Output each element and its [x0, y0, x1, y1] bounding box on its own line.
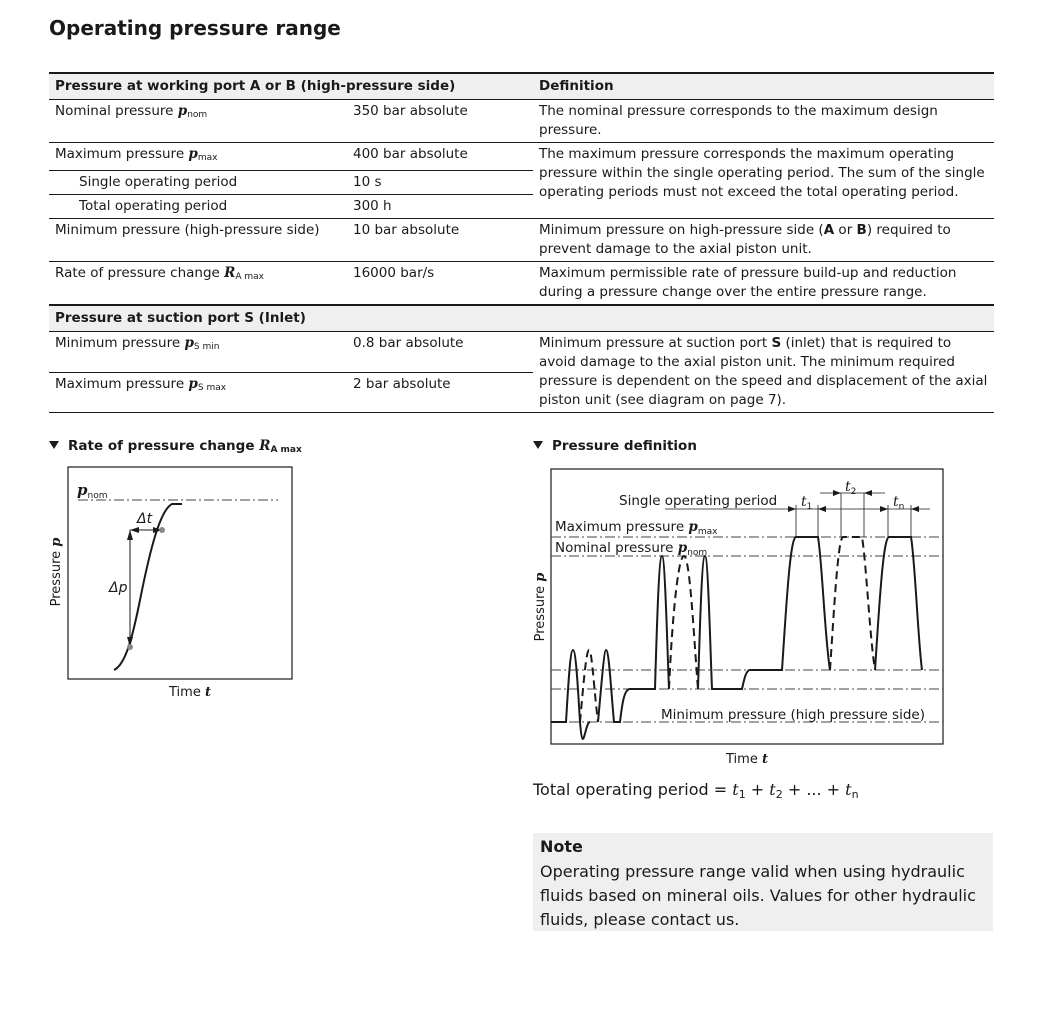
fig1-ylabel: Pressure p — [49, 537, 64, 607]
note-title: Note — [540, 837, 583, 856]
row-value: 300 h — [347, 195, 533, 219]
row-label: Minimum pressure (high-pressure side) — [49, 219, 347, 262]
row-value: 350 bar absolute — [347, 100, 533, 143]
fig2-xlabel: Time t — [726, 752, 768, 767]
row-label: Maximum pressure $p_{S max}$ — [49, 372, 347, 413]
row-value: 10 s — [347, 171, 533, 195]
triangle-bullet-icon — [533, 441, 543, 449]
fig2-t1-label: $t_1$ — [801, 494, 813, 512]
row-value: 16000 bar/s — [353, 265, 435, 281]
note-body: Operating pressure range valid when using hydraulic fluids based on mineral oils. Values for other hydraulic fluids, please contact us. — [540, 862, 976, 929]
row-definition: Maximum permissible rate of pressure build-up and reduction during a pressure change over the entire pressure range. — [539, 265, 957, 300]
row-definition: Minimum pressure on high-pressure side (A or B) required to prevent damage to the axial piston unit. — [533, 219, 994, 262]
note-box — [533, 833, 993, 931]
row-definition: Minimum pressure at suction port S (inlet) that is required to avoid damage to the axial piston unit. The minimum required pressure is dependent on the speed and displacement of the axial piston unit (see diagram on page 7). — [533, 332, 994, 413]
row-definition: The maximum pressure corresponds the maximum operating pressure within the single operating period. The sum of the single operating periods must not exceed the total operating period. — [533, 143, 994, 219]
fig2-tn-label: $t_n$ — [893, 494, 905, 512]
row-label: Rate of pressure change $R_{A max}$ — [55, 265, 265, 282]
fig2-single-label: Single operating period — [619, 493, 778, 509]
header-suction-port: Pressure at suction port S (Inlet) — [49, 305, 994, 332]
fig1-caption: Rate of pressure change $R_{A max}$ — [49, 438, 302, 455]
fig2-caption: Pressure definition — [533, 438, 697, 454]
fig1-dp-label: Δp — [109, 580, 128, 596]
header-working-port: Pressure at working port A or B (high-pressure side) — [49, 73, 533, 100]
row-value: 0.8 bar absolute — [347, 332, 533, 373]
fig1-xlabel: Time t — [169, 685, 211, 700]
header-definition: Definition — [533, 73, 994, 100]
row-value: 10 bar absolute — [347, 219, 533, 262]
fig1-point-bottom — [127, 644, 133, 650]
row-label: Maximum pressure $p_{max}$ — [49, 143, 347, 171]
fig2-pmax-label: Maximum pressure $p_{max}$ — [555, 519, 718, 537]
row-label: Nominal pressure $p_{nom}$ — [49, 100, 347, 143]
fig1-pnom-label: $p_{nom}$ — [77, 481, 108, 501]
page-title: Operating pressure range — [49, 16, 341, 40]
row-value: 400 bar absolute — [347, 143, 533, 171]
row-definition: The nominal pressure corresponds to the maximum design pressure. — [533, 100, 994, 143]
row-label: Minimum pressure $p_{S min}$ — [49, 332, 347, 373]
fig2-t2-label: $t_2$ — [845, 479, 857, 497]
fig2-ylabel: Pressure p — [533, 572, 548, 642]
fig1-dt-label: Δt — [137, 511, 153, 527]
fig2-pnom-label: Nominal pressure $p_{nom}$ — [555, 540, 708, 558]
fig1-point-top — [159, 527, 165, 533]
total-operating-period-formula: Total operating period = t1 + t2 + ... + tn — [533, 780, 859, 801]
row-label: Total operating period — [49, 195, 347, 219]
fig2-pmin-label: Minimum pressure (high pressure side) — [661, 707, 925, 723]
row-label: Single operating period — [49, 171, 347, 195]
row-value: 2 bar absolute — [347, 372, 533, 413]
